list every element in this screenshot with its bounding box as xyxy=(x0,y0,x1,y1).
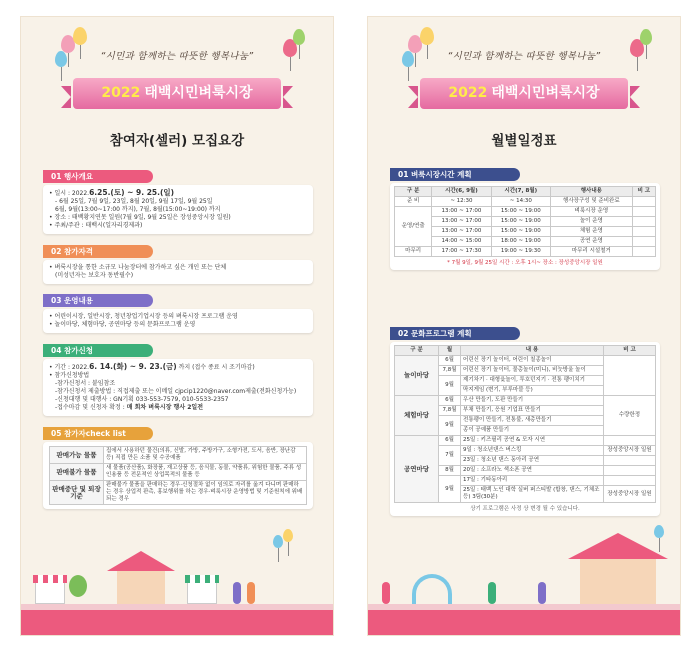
section-body xyxy=(43,359,313,416)
ribbon-tail xyxy=(61,86,71,108)
cell-content: 전통팽이 만들기, 전통불, 새총만들기 xyxy=(461,416,604,426)
cell-month: 9월 xyxy=(439,376,461,396)
row-label: 판매가능 물품 xyxy=(50,447,104,464)
eligibility-line: • 벼룩시장을 통한 소규모 나눔장터에 참가하고 싶은 개인 또는 단체 xyxy=(49,264,227,271)
cell-remark: 장성중앙시장 일원 xyxy=(604,486,656,503)
section-culture-plan xyxy=(390,327,660,516)
recruitment-poster xyxy=(20,16,334,636)
cell-category: 공연마당 xyxy=(395,436,439,503)
shop-illustration xyxy=(187,582,217,604)
table-row xyxy=(395,227,656,237)
cell-content: 9일 : 청소년댄스 버스킹 xyxy=(461,446,604,456)
section-heading: 02 문화프로그램 계획 xyxy=(390,327,520,340)
cell-month: 9월 xyxy=(439,416,461,436)
row-text: 판매불가 물품을 판매하는 경우·신청절차 없이 임의로 자리를 옮겨 다니며 판매하는 경우 상업적 판촉, 홍보행위를 하는 경우·벼룩시장 운영방법 및 기준원칙에 위배되는 경우 xyxy=(104,481,307,505)
application-period xyxy=(49,363,307,372)
cell-content: 부채 만들기, 응원 기업표 만들기 xyxy=(461,406,604,416)
table-row xyxy=(395,207,656,217)
person-illustration xyxy=(233,582,241,604)
cell-desc: 공연 운영 xyxy=(551,237,633,247)
ribbon-tail xyxy=(408,86,418,108)
method-line: -참가신청서 제출방법 : 직접제출 또는 이메일 cjpcip1220@naver.com제출(전화신청가능) xyxy=(55,388,297,395)
row-text: 새 물품(공산품), 화장품, 재고상품 등, 음식물, 동물, 약품류, 위험한 물품, 주류 성인용품 등 전문적인 상업목적의 물품 등 xyxy=(104,464,307,481)
table-header-row xyxy=(395,346,656,356)
table-row xyxy=(50,447,307,464)
cell-desc: 체험 운영 xyxy=(551,227,633,237)
event-title xyxy=(420,78,628,109)
section-body xyxy=(43,260,313,284)
shop-awning-illustration xyxy=(33,575,67,583)
ribbon-tail xyxy=(630,86,640,108)
title-year: 2022 xyxy=(448,85,488,101)
cell-content: 25일 : 태백 노인 대학 실버 퍼스티발 (합창, 댄스, 기체조 등) 3팀(30분) xyxy=(461,486,604,503)
table-row xyxy=(395,247,656,257)
cell-content: 17일 : 기타동아리 xyxy=(461,476,604,486)
balloon-icon xyxy=(654,525,664,538)
cell-remark xyxy=(604,466,656,476)
schedule-poster xyxy=(367,16,681,636)
application-method: • 참가신청방법 xyxy=(49,372,90,379)
culture-table xyxy=(394,345,656,503)
cell-desc: 마무리 시설철거 xyxy=(551,247,633,257)
method-line: -신청대행 및 대행사 : GN기획 033-553-7579, 010-5533-2357 xyxy=(55,396,229,403)
person-illustration xyxy=(488,582,496,604)
cell-remark xyxy=(604,456,656,466)
page-title: 월별일정표 xyxy=(491,133,557,149)
footer-strip xyxy=(21,610,333,635)
cell-month: 6월 xyxy=(439,436,461,446)
tent-illustration xyxy=(568,533,668,559)
section-heading: 04 참가신청 xyxy=(43,344,153,357)
cell-month: 8월 xyxy=(439,466,461,476)
date-range: 6.25.(토) ~ 9. 25.(일) xyxy=(89,188,175,197)
balloon-icon xyxy=(420,27,434,45)
shop-awning-illustration xyxy=(185,575,219,583)
method-line: -참가신청서 : 붙임참조 xyxy=(55,380,116,387)
cell-note xyxy=(632,247,655,257)
cell-time-1: 14:00 ~ 15:00 xyxy=(432,237,491,247)
cell-note xyxy=(632,197,655,207)
cell-month: 6월 xyxy=(439,396,461,406)
section-overview xyxy=(43,170,313,234)
table-row xyxy=(50,464,307,481)
table-header-row xyxy=(395,187,656,197)
period-range: 6. 14.(화) ~ 9. 23.(금) xyxy=(89,362,177,371)
balloon-icon xyxy=(283,529,293,542)
event-host: • 주최/주관 : 태백시(일자리경제과) xyxy=(49,222,143,229)
tree-illustration xyxy=(69,575,87,597)
cell-category: 운영/연출 xyxy=(395,207,432,247)
operation-line: • 어린이시장, 일반시장, 청년창업기업시장 등의 벼룩시장 프로그램 운영 xyxy=(49,313,238,320)
balloon-icon xyxy=(273,535,283,548)
column-header: 월 xyxy=(439,346,461,356)
time-detail: 6월, 9월(13:00~17:00 까지), 7월, 8월(15:00~19:00) 까지 xyxy=(55,206,221,213)
cell-content: 어린신 장기 놀이터, 물총놀이(미니), 비눗방울 놀이 xyxy=(461,366,604,376)
person-illustration xyxy=(382,582,390,604)
balloon-icon xyxy=(293,29,305,45)
cell-note xyxy=(632,227,655,237)
cell-content: 25일 : 키즈필리 공연 & 모자 시연 xyxy=(461,436,604,446)
cell-content: 20일 : 소프라노 색소폰 공연 xyxy=(461,466,604,476)
section-heading: 02 참가자격 xyxy=(43,245,153,258)
deadline-prefix: -접수마감 및 신청자 확정 : xyxy=(55,404,125,411)
section-body xyxy=(390,183,660,270)
section-body xyxy=(43,185,313,234)
column-header: 시간(6, 9월) xyxy=(432,187,491,197)
cell-month: 9월 xyxy=(439,476,461,503)
section-heading: 01 벼룩시장시간 계획 xyxy=(390,168,520,181)
arch-illustration xyxy=(412,574,452,604)
ribbon-tail xyxy=(283,86,293,108)
section-time-plan xyxy=(390,168,660,270)
period-prefix: • 기간 : 2022. xyxy=(49,364,90,371)
cell-time-2: 15:00 ~ 19:00 xyxy=(491,207,550,217)
shop-illustration xyxy=(35,582,65,604)
column-header: 내 용 xyxy=(461,346,604,356)
event-title xyxy=(73,78,281,109)
cell-category: 체험마당 xyxy=(395,396,439,436)
cell-content: 종이 공예품 만들기 xyxy=(461,426,604,436)
cell-note xyxy=(632,237,655,247)
cell-time-2: 19:00 ~ 19:30 xyxy=(491,247,550,257)
event-date xyxy=(49,189,307,198)
slogan: “시민과 함께하는 따뜻한 행복나눔” xyxy=(447,51,601,62)
table-row xyxy=(395,237,656,247)
row-label: 판매불가 물품 xyxy=(50,464,104,481)
date-prefix: • 일시 : 2022. xyxy=(49,190,90,197)
column-header: 비 고 xyxy=(604,346,656,356)
section-heading: 05 참가자check list xyxy=(43,427,153,440)
section-heading: 03 운영내용 xyxy=(43,294,153,307)
column-header: 구 분 xyxy=(395,346,439,356)
section-operations xyxy=(43,294,313,333)
cell-content: 23일 : 청소년 댄스 동아리 공연 xyxy=(461,456,604,466)
date-detail: - 6월 25일, 7월 9일, 23일, 8월 20일, 9월 17일, 9월 25일 xyxy=(55,198,213,205)
cell-time-1: ~ 12:30 xyxy=(432,197,491,207)
row-label: 판매중단 및 퇴장기준 xyxy=(50,481,104,505)
cell-content: 우산 만들기, 도판 만들기 xyxy=(461,396,604,406)
table-row xyxy=(50,481,307,505)
section-checklist xyxy=(43,427,313,509)
cell-remark xyxy=(604,476,656,486)
cell-time-1: 13:00 ~ 17:00 xyxy=(432,207,491,217)
cell-desc: 놀이 운영 xyxy=(551,217,633,227)
cell-remark: 수량한정 xyxy=(604,396,656,436)
section-application xyxy=(43,344,313,416)
cell-time-2: 15:00 ~ 19:00 xyxy=(491,227,550,237)
row-text: 집에서 사용하던 물건(의류, 신발, 가방, 주방가구, 소형가전, 도서, 음반, 장난감 등) 직접 만든 소품 및 수공예품 xyxy=(104,447,307,464)
balloon-icon xyxy=(640,29,652,45)
section-body xyxy=(43,309,313,333)
cell-desc: 벼룩시장 운영 xyxy=(551,207,633,217)
cell-content: 딱지게임 (변기, 부루마블 등) xyxy=(461,386,604,396)
page-title: 참여자(셀러) 모집요강 xyxy=(109,133,245,149)
section-eligibility xyxy=(43,245,313,284)
schedule-note: * 7월 9일, 9월 25일 시간 : 오후 1시~ 장소 : 장성중앙시장 일원 xyxy=(447,260,603,266)
cell-time-1: 13:00 ~ 17:00 xyxy=(432,227,491,237)
eligibility-note: (미성년자는 보호자 동반필수) xyxy=(55,272,134,279)
table-row xyxy=(395,396,656,406)
checklist-table xyxy=(49,446,307,505)
event-place: • 장소 : 태백황지연못 일원(7월 9일, 9월 25일은 장성중앙시장 일원) xyxy=(49,214,231,221)
column-header: 행사내용 xyxy=(551,187,633,197)
cell-note xyxy=(632,207,655,217)
cell-remark xyxy=(604,436,656,446)
table-row xyxy=(395,436,656,446)
column-header: 비 고 xyxy=(632,187,655,197)
person-illustration xyxy=(538,582,546,604)
cell-remark: 장성중앙시장 일원 xyxy=(604,446,656,456)
cell-desc: 행사장구성 및 준비완료 xyxy=(551,197,633,207)
period-suffix: 까지 (접수 종료 시 조기마감) xyxy=(178,364,255,371)
table-row xyxy=(395,197,656,207)
cell-month: 7월 xyxy=(439,446,461,466)
title-main: 태백시민벼룩시장 xyxy=(144,85,253,101)
title-main: 태백시민벼룩시장 xyxy=(491,85,600,101)
table-row xyxy=(395,356,656,366)
deadline-value: 매 회차 벼룩시장 행사 2일전 xyxy=(126,404,203,411)
cell-month: 7,8월 xyxy=(439,366,461,376)
cell-month: 6월 xyxy=(439,356,461,366)
operation-line: • 놀이마당, 체험마당, 공연마당 등의 문화프로그램 운영 xyxy=(49,321,196,328)
time-plan-table xyxy=(394,186,656,257)
slogan: “시민과 함께하는 따뜻한 행복나눔” xyxy=(100,51,254,62)
cell-remark xyxy=(604,356,656,396)
footer-note: 상기 프로그램은 사정 상 변경 될 수 있습니다. xyxy=(470,506,580,512)
cell-time-2: 15:00 ~ 19:00 xyxy=(491,217,550,227)
cell-category: 준 비 xyxy=(395,197,432,207)
cell-content: 제기차기 · 대형윷놀이, 투호던지기 · 전통 팽이치기 xyxy=(461,376,604,386)
cell-time-2: 18:00 ~ 19:00 xyxy=(491,237,550,247)
cell-category: 놀이마당 xyxy=(395,356,439,396)
cell-time-2: ~ 14:30 xyxy=(491,197,550,207)
footer-strip xyxy=(368,610,680,635)
person-illustration xyxy=(247,582,255,604)
column-header: 구 분 xyxy=(395,187,432,197)
market-stall-illustration xyxy=(117,571,165,604)
cell-note xyxy=(632,217,655,227)
cell-time-1: 17:00 ~ 17:30 xyxy=(432,247,491,257)
section-heading: 01 행사개요 xyxy=(43,170,153,183)
cell-category: 마무리 xyxy=(395,247,432,257)
cell-time-1: 13:00 ~ 17:00 xyxy=(432,217,491,227)
method-line xyxy=(49,404,307,412)
title-year: 2022 xyxy=(101,85,141,101)
column-header: 시간(7, 8월) xyxy=(491,187,550,197)
cell-month: 7,8월 xyxy=(439,406,461,416)
section-body xyxy=(43,442,313,509)
tent-illustration xyxy=(107,551,175,571)
market-stall-illustration xyxy=(580,559,656,604)
cell-content: 어린신 장기 놀이터, 어린이 칠종놀이 xyxy=(461,356,604,366)
balloon-icon xyxy=(73,27,87,45)
table-row xyxy=(395,217,656,227)
section-body xyxy=(390,342,660,516)
